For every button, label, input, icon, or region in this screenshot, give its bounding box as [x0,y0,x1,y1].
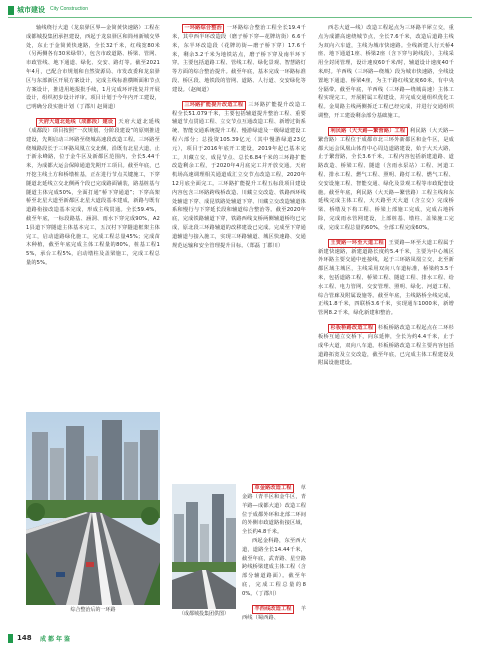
column-2 [172,24,306,250]
section-tag: 王贾路一环至大道工程 [328,239,386,248]
section-subtitle: City Construction [50,6,89,12]
article-paragraph: 轴线绕行大道（龙泉驿区界—金简黄快速路）工程在成都城投集团承担建设，西起于龙泉驿区和简州新城交界处，东止于金简黄快速路，全长32千米，红线宽80米（另两侧各有30米绿带），包含市政道路、桥梁、管网、市政管线、地下通道、绿化、交安、路灯等。截至2021年4月，已配合市规划和自然资源局、市发改委和龙泉驿区与东部新区开展方案设计，完成主线标准横断面和节点方案设计，推进用地报批手续，1月完成环评批复并开展设计，组织初步设计评审。项目计划于今年内开工建设，已明确分段实施计划（丁郡川 赵岡道） [26,25,160,111]
article-paragraph [318,239,454,318]
section-tag: 一环路综合整治 [182,24,224,33]
paragraph-text: 羊西线（蜀西路、 [242,605,306,621]
article-paragraph [318,127,454,233]
header-rule [8,17,472,18]
wrap-column [242,484,306,622]
article-paragraph [242,605,306,623]
section-tag: 三环路扩能提升改造工程 [182,101,246,110]
article-paragraph: 西起金科路，东至西大道，道路全长14.44千米，截至年底，武青路、星空路跨线桥梁建成主体工程（含部分辅道路面）。截至年底，完成工程总量的80%。（丁郡川） [242,537,306,597]
second-photo [172,484,236,609]
section-title: 城市建设 [17,6,45,14]
header-accent-bar [8,6,14,15]
paragraph-text: 天府大道北延线（成都段）项目按照“一次规划、分阶段建设”的原则推进建设，先期启动三环路至绕城高速段改造工程。三环路至绕城路段长于三环路凤凰立交北侧，沿既有北星大道，止于新永峰路，位于金牛区及新都区范围内，全长5.44千米，为成都大运会保障通道先期开工项目。截至年底，已开挖主线土方和桥墩桩基，正在进行节点关键施工，下穿隧道北延线立交北侧两个段已完成路面铺装，路基桩基与隧道主体完成50%，全面打通“桥下穿通道”；下穿高架桥至北星大道至新都区北星大道段基本建成，新路与既有道路衔接改造基本完成，形成主线贯通。全长59.4%，截至年底，一标段路基、涵洞、雨水下穿完成90%，A21县道下穿隧道主体基本完工，五汉村下穿隧道框架主体完工，启动道路绿化施工，完成工程总量45%；完成苗木种植，截至年底完成主体工程量的80%，桩基工程15%，承台工程5%，启动墩柱及盖梁施工，完成工程总量的5%。 [26,118,160,266]
page-number: 148 [17,634,32,642]
article-paragraph [172,24,306,95]
column-3 [318,24,454,368]
column-1 [26,24,160,268]
section-tag: 天府大道北延线（成都段）建设 [36,118,116,127]
section-tag: 杉板桥路改造工程 [328,324,376,333]
photo-caption: （成都城投集团供图） [178,611,229,617]
section-tag: 草金路改造工程 [252,484,294,493]
article-paragraph [242,484,306,537]
paragraph-text: 利民路（大天路—繁营路）工程位于成都市北三环外新都区和金牛区，是成都大运会凤凰山体育中心周边道路建设，始于大天大路，止于繁营路，全长3.6千米，工程内容包括新建道路、道路改造、桥梁工程、隧道（含雨水泵站）工程、河道工程、排水工程、燃气工程、照明、路灯工程、燃气工程、交安设施工程、智能交通、绿化及景观工程等市政配套设施。截至年底，利民路（大天路—繁营路）工程主线和东延线完成主体工程，大天路至天大道（含立交）完成桥梁、桥墩及下构工程、桥梁上部施工完成，完成占地拆除，完成雨水管网建设，上部桩基、墩柱、盖梁施工完成，完成工程总量的60%，全部工程完成60%。 [318,127,454,231]
article-paragraph: 西芯大道—线）改造工程起点为三环路羊犀立交，重点为成灌高速绕城节点，全长7.6千米，改造后道路主线为双向六车道，主线为城市快速路。全线新建人行天桥4座、地下通道1座、桥梁2座（含下穿与跨线段），主线采用全封闭管理，设计速度60千米/时，辅道设计速度40千米/时。羊西线（三环路—绕城）段为城市快速路，全线设置地下通道、桥梁4座，为主干路红线宽度60米，有中央分隔带。截至年底，羊西线（三环路—绕城高速）主体工程实现完工，开展附属工程建设，并完成交通组织优化工程。金周路主线两侧拆迁工程已经完成，并进行交通组织调整，开工建设剩余部分基础施工。 [318,25,454,119]
paragraph-text: 草金路（青羊区和金牛区，青羊路—成都大道）改造工程位于成都外环和北部二环间的外侧市政道路衔接区域，全长约4.8千米。 [242,485,306,536]
paragraph-text: 一环路综合整治工程全长19.4千米，其中西半环改造段（磨子桥下穿—花牌坊街）6.6千米，东半环改造段（花牌坊街—磨子桥下穿）17.6千米，剩余3.2千米为地铁站点，磨子桥下穿及南半环下穿。主要包括道路工程、管线工程、绿化景观、智慧路灯等方面的综合整治提升。截至年底，基本完成一环路标准段、桥区段、地铁段的管网、道路、人行道、交安绿化等建设。（赵闽道） [172,25,306,93]
publication-name: 成都年鉴 [40,636,73,643]
article-paragraph [26,118,160,268]
page-header [0,0,480,22]
footer-accent-bar [8,634,13,643]
paragraph-text: 三环路扩能提升改造工程全长51.079千米，主要包括辅道提升整治工程、重要辅道节点贯通工程、立交节点互通改造工程、新增过街系统、智能交通系统提升工程、慢游绿道及一级绿道建设工程六部分；总投资105.39亿元（其中慢游绿道23亿元），项目于2016年底开工建设，2019年起已基本完工。川藏立交、成昆节点、总长6.84千米的三环路扩能改造剩余工程，于2020年4月底完工并开放交通。天府机场高速调理相关通道成汇立交节点改造工程，2020年12月底全面完工。三环路扩能提升工程五标段项目建设内容包含三环路跨线桥改造、川藏立交改造、铁路西环线处辅道下穿、成昆铁路处辅道下穿、川藏立交改造辅道体系和慢行与下穿延长段和辅道综合整治等。截至2020年底，完成铁路辅道下穿，铁路西线支桥两侧辅道桥均已完成，原北段三环路辅道的改移建设已完成。完成至下穿通道辅道与接入施工，实现三环路辅道、城区快速路、交通规范运输和安全管理提升目标。（郑磊 丁郡川） [172,101,306,249]
road-photo [26,412,160,605]
page-footer [0,630,480,651]
section-tag: 羊西线改造工程 [252,605,294,614]
article-paragraph [172,101,306,251]
photo-caption: 综合整治后的一环路 [70,607,116,613]
article-paragraph [318,324,454,368]
paragraph-text: 杉板桥路改造工程起点在二环杉板桥互通立交桥下，向东延伸，全长为约4.4千米，止于成华大道，双向八车道。杉板桥路改造工程主要内容包括道路拓宽及立交改造，截至年底，已完成主体工程建设及附属设施建设。 [318,324,454,367]
section-tag: 利民路（大天路—繁营路）工程 [328,127,408,136]
paragraph-text: 王贾路—环至大道工程属于新建快速路，新建道路长度约5.4千米，主要为中心城区外环路主要交通中连接线，起于三环路凤凰立交，北至新都区域主城区，主线采用双向八车道标准，桥梁约3.5千米，包括道路工程、桥梁工程、隧道工程、排水工程、给水工程、电力管网、交安管理、照明、绿化、河道工程、综合管廊及附属设施等。截至年底，主线路桥全线完成，正线1.8千米，四联桥3.6千米，实现通车1000米，新增管网8.2千米，绿化新建和整治。 [318,239,454,317]
